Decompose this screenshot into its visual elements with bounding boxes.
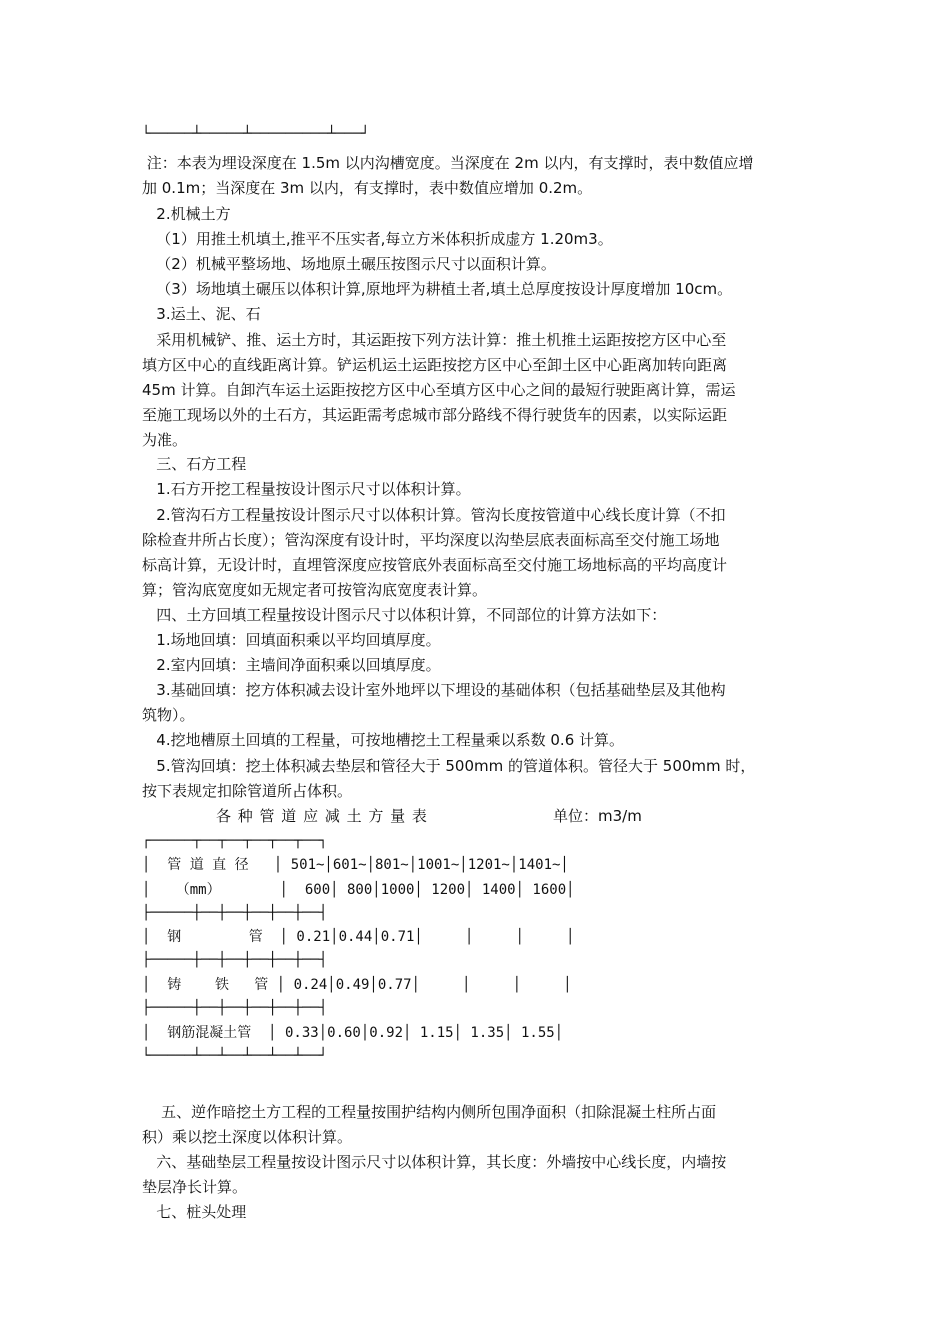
- backfill-item-5-line-2: 按下表规定扣除管道所占体积。: [142, 782, 353, 800]
- backfill-item-3-line-1: 3.基础回填：挖方体积减去设计室外地坪以下埋设的基础体积（包括基础垫层及其他构: [142, 681, 726, 699]
- backfill-item-4: 4.挖地槽原土回填的工程量，可按地槽挖土工程量乘以系数 0.6 计算。: [142, 731, 625, 749]
- backfill-item-1: 1.场地回填：回填面积乘以平均回填厚度。: [142, 631, 441, 649]
- table-separator: ├─────┼──┼──┼──┼──┼──┤: [142, 1000, 328, 1016]
- backfill-item-2: 2.室内回填：主墙间净面积乘以回填厚度。: [142, 656, 441, 674]
- section-2-item-3: （3）场地填土碾压以体积计算,原地坪为耕植土者,填土总厚度按设计厚度增加 10cm。: [142, 280, 733, 298]
- table-header-row-1: │ 管 道 直 径 │ 501~│601~│801~│1001~│1201~│1401~│: [142, 857, 569, 873]
- table-top-rule: ┌─────┬──┬──┬──┬──┬──┐: [142, 833, 328, 849]
- section-3-para-line-4: 至施工现场以外的土石方，其运距需考虑城市部分路线不得行驶货车的因素，以实际运距: [142, 406, 728, 424]
- section-2-title: 2.机械土方: [142, 205, 231, 223]
- note-line-2: 加 0.1m；当深度在 3m 以内，有支撑时，表中数值应增加 0.2m。: [142, 179, 593, 197]
- heading-5-line-2: 积）乘以挖土深度以体积计算。: [142, 1128, 353, 1146]
- rock-item-2-line-2: 除检查井所占长度）；管沟深度有设计时，平均深度以沟垫层底表面标高至交付施工场地: [142, 531, 720, 549]
- note-line-1: 注：本表为埋设深度在 1.5m 以内沟槽宽度。当深度在 2m 以内，有支撑时，表中数值应增: [142, 154, 754, 172]
- section-3-title: 3.运土、泥、石: [142, 305, 261, 323]
- table-bottom-rule: └─────┴─────┴─────────┴───┘: [142, 126, 370, 142]
- heading-7: 七、桩头处理: [142, 1203, 247, 1221]
- table-header-row-2: │ （mm） │ 600│ 800│1000│ 1200│ 1400│ 1600│: [142, 882, 575, 898]
- heading-5-line-1: 五、逆作暗挖土方工程的工程量按围护结构内侧所包围净面积（扣除混凝土柱所占面: [142, 1103, 717, 1121]
- table-separator: ├─────┼──┼──┼──┼──┼──┤: [142, 905, 328, 921]
- section-2-item-1: （1）用推土机填土,推平不压实者,每立方米体积折成虚方 1.20m3。: [142, 230, 613, 248]
- section-3-para-line-3: 45m 计算。自卸汽车运土运距按挖方区中心至填方区中心之间的最短行驶距离计算，需运: [142, 381, 736, 399]
- rock-item-2-line-1: 2.管沟石方工程量按设计图示尺寸以体积计算。管沟长度按管道中心线长度计算（不扣: [142, 506, 726, 524]
- backfill-item-3-line-2: 筑物）。: [142, 706, 195, 724]
- section-2-item-2: （2）机械平整场地、场地原土碾压按图示尺寸以面积计算。: [142, 255, 556, 273]
- rock-item-1: 1.石方开挖工程量按设计图示尺寸以体积计算。: [142, 480, 471, 498]
- heading-4: 四、土方回填工程量按设计图示尺寸以体积计算，不同部位的计算方法如下：: [142, 606, 667, 624]
- rock-item-2-line-4: 算；管沟底宽度如无规定者可按管沟底宽度表计算。: [142, 581, 488, 599]
- backfill-item-5-line-1: 5.管沟回填：挖土体积减去垫层和管径大于 500mm 的管道体积。管径大于 500mm 时，: [142, 757, 756, 775]
- heading-6-line-1: 六、基础垫层工程量按设计图示尺寸以体积计算，其长度：外墙按中心线长度，内墙按: [142, 1153, 727, 1171]
- table-row-steel: │ 钢 管 │ 0.21│0.44│0.71│ │ │ │: [142, 929, 575, 945]
- heading-6-line-2: 垫层净长计算。: [142, 1178, 248, 1196]
- table-row-rc-pipe: │ 钢筋混凝土管 │ 0.33│0.60│0.92│ 1.15│ 1.35│ 1.55│: [142, 1025, 564, 1041]
- table-separator: ├─────┼──┼──┼──┼──┼──┤: [142, 952, 328, 968]
- table-unit: 单位：m3/m: [553, 807, 642, 825]
- table-bottom-rule: └─────┴──┴──┴──┴──┴──┘: [142, 1048, 328, 1064]
- table-row-cast-iron: │ 铸 铁 管 │ 0.24│0.49│0.77│ │ │ │: [142, 977, 572, 993]
- section-3-para-line-5: 为准。: [142, 431, 188, 449]
- heading-3: 三、石方工程: [142, 455, 247, 473]
- table-title: 各 种 管 道 应 减 土 方 量 表: [216, 807, 428, 825]
- rock-item-2-line-3: 标高计算，无设计时，直埋管深度应按管底外表面标高至交付施工场地标高的平均高度计: [142, 556, 728, 574]
- section-3-para-line-2: 填方区中心的直线距离计算。铲运机运土运距按挖方区中心至卸土区中心距离加转向距离: [142, 356, 728, 374]
- section-3-para-line-1: 采用机械铲、推、运土方时，其运距按下列方法计算：推土机推土运距按挖方区中心至: [142, 331, 727, 349]
